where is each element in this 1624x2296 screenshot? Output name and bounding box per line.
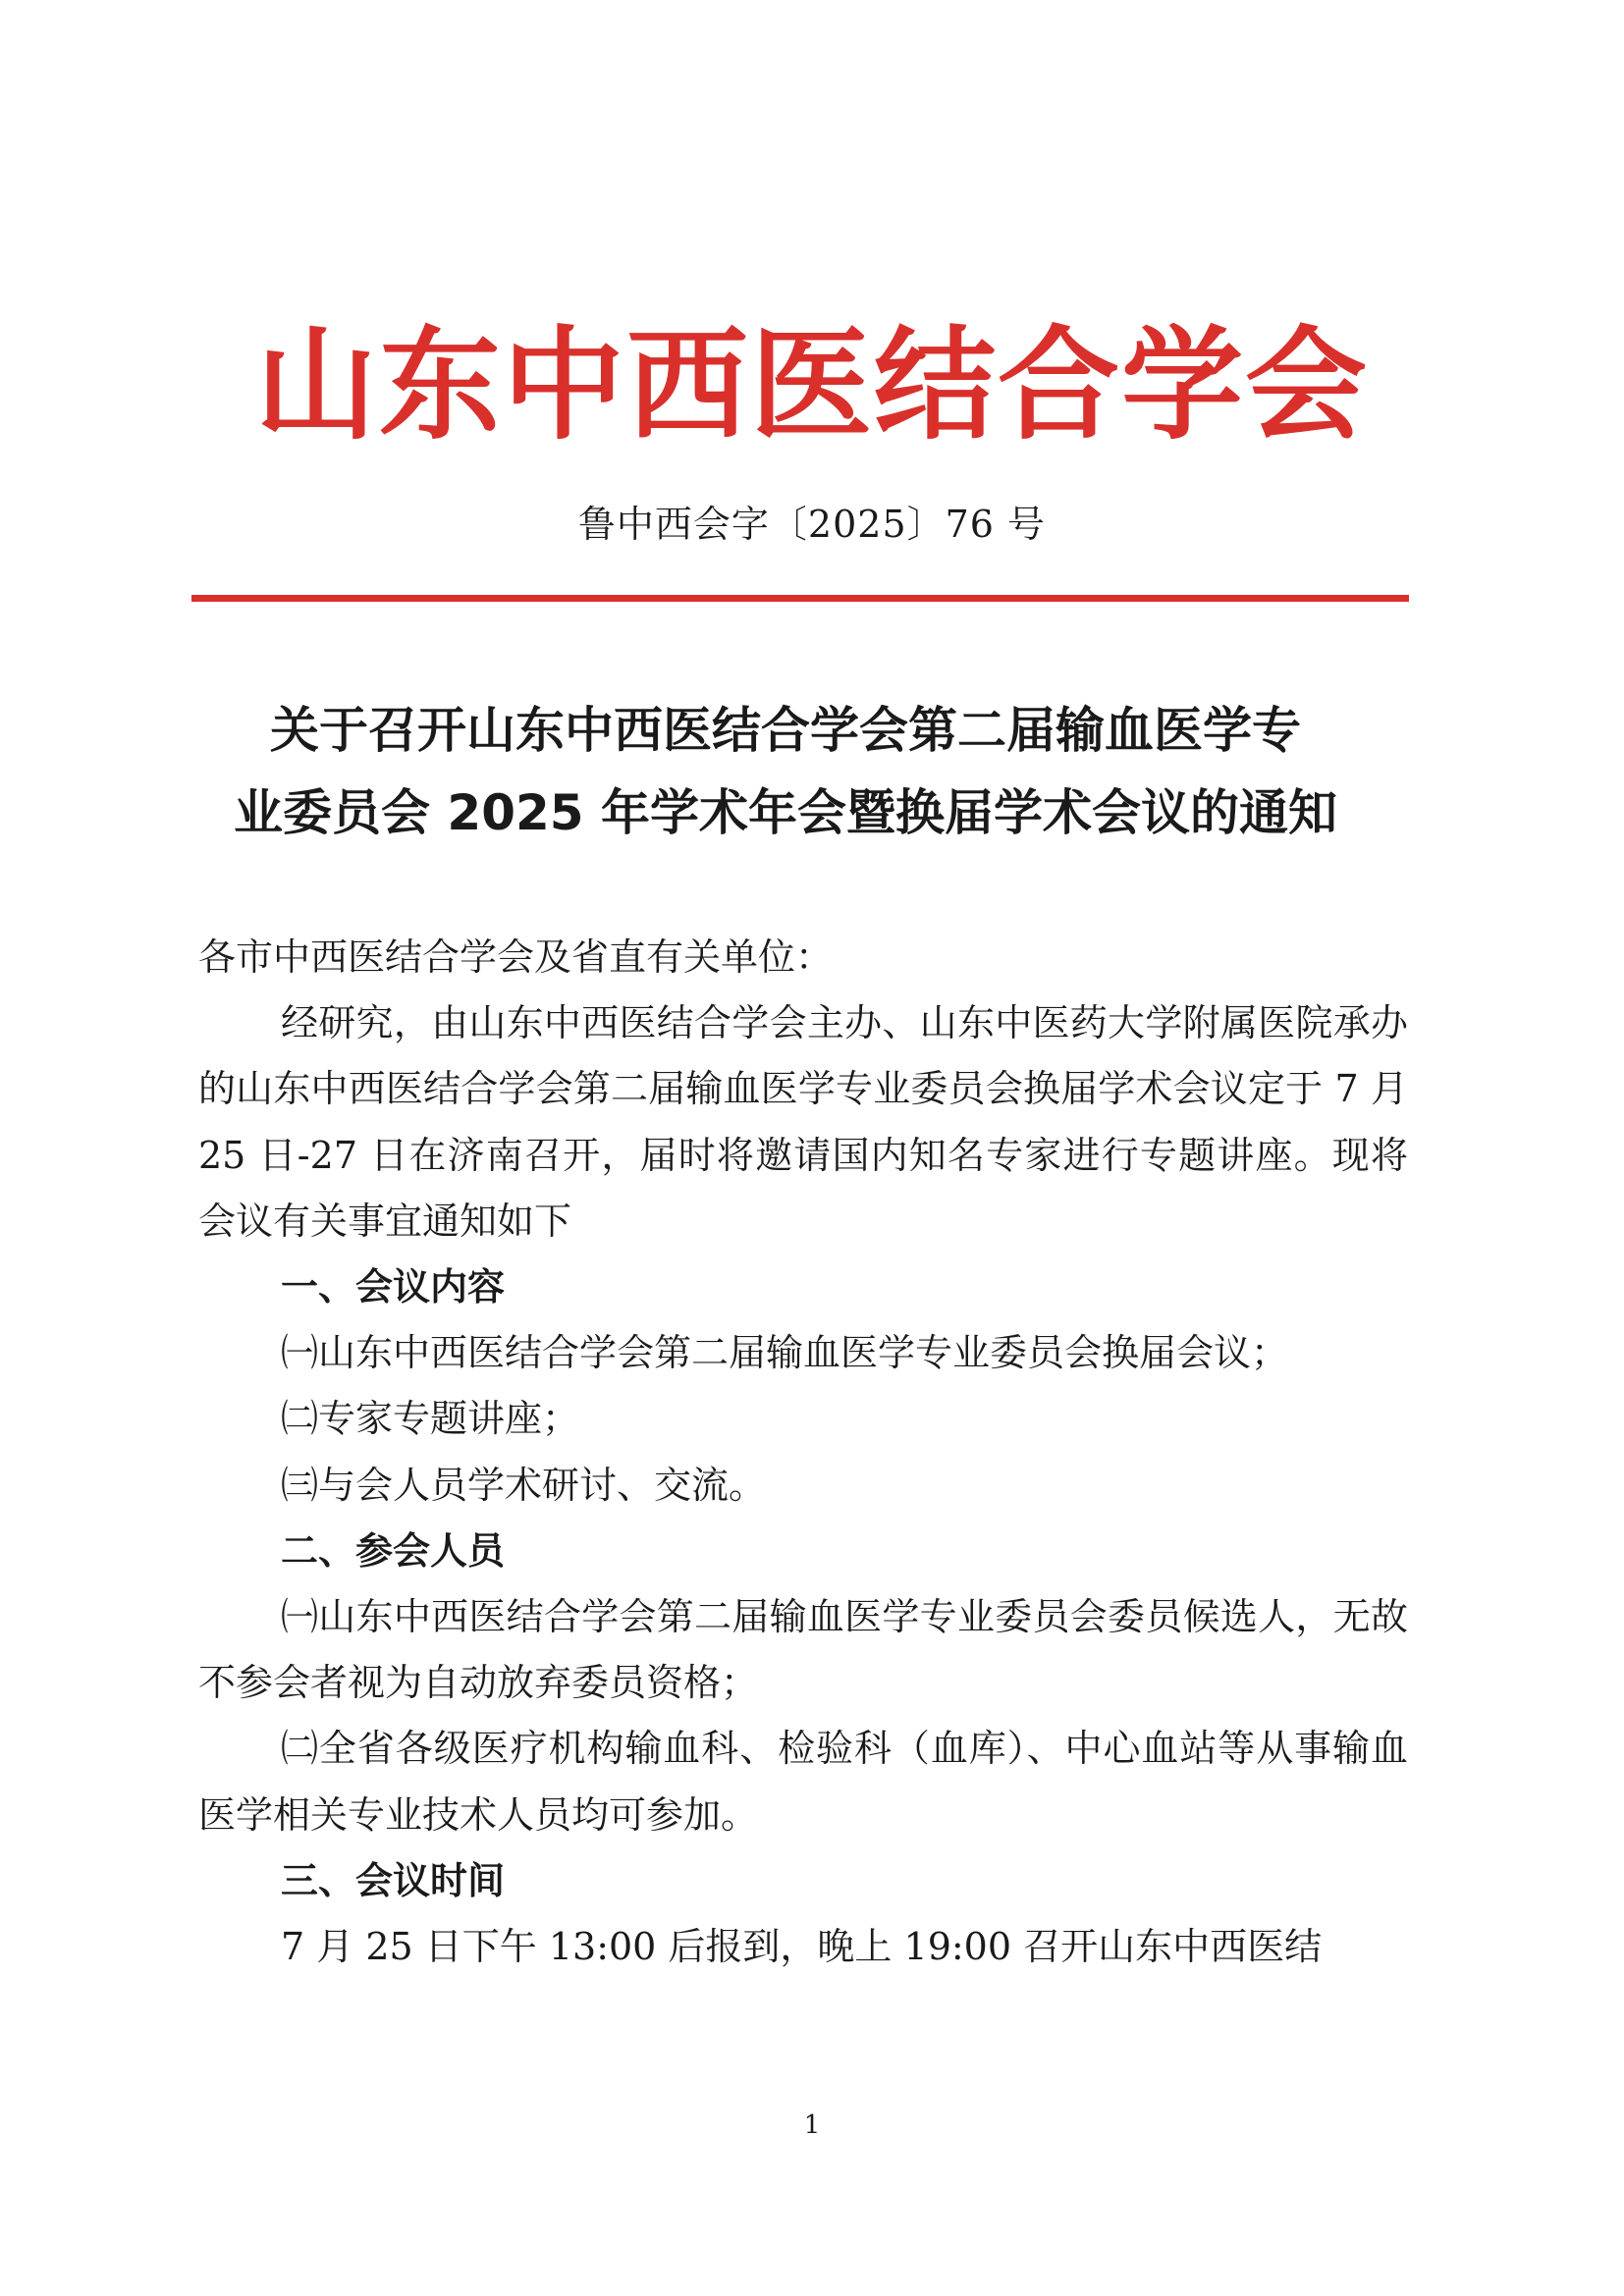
- content-item-3: ㈢与会人员学术研讨、交流。: [281, 1463, 767, 1507]
- section-heading-attendees: 二、参会人员: [281, 1528, 506, 1573]
- content-item-1: ㈠山东中西医结合学会第二届输血医学专业委员会换届会议；: [281, 1331, 1289, 1375]
- section-heading-content: 一、会议内容: [281, 1265, 506, 1309]
- intro-paragraph: 经研究，由山东中西医结合学会主办、山东中医药大学附属医院承办的山东中西医结合学会第二届输血医学专业委员会换届学术会议定于 7 月 25 日-27 日在济南召开，届时将邀请国内知名专家进行专题讲座。现将会议有关事宜通知如下: [198, 1001, 1408, 1243]
- salutation: 各市中西医结合学会及省直有关单位：: [198, 935, 834, 979]
- notice-title-line-2: 业委员会 2025 年学术年会暨换届学术会议的通知: [234, 784, 1337, 841]
- document-number: 鲁中西会字〔2025〕76 号: [577, 503, 1047, 546]
- notice-title-line-1: 关于召开山东中西医结合学会第二届输血医学专: [270, 702, 1301, 759]
- time-paragraph: 7 月 25 日下午 13:00 后报到，晚上 19:00 召开山东中西医结: [281, 1925, 1323, 1969]
- letterhead-divider: [191, 595, 1409, 602]
- notice-title: [147, 689, 1424, 854]
- page-number: 1: [803, 2110, 821, 2140]
- letterhead-org-name: 山东中西医结合学会: [254, 314, 1369, 456]
- notice-body: [198, 925, 1408, 1980]
- content-item-2: ㈡专家专题讲座；: [281, 1397, 580, 1441]
- section-heading-time: 三、会议时间: [281, 1858, 506, 1902]
- attendee-item-1: ㈠山东中西医结合学会第二届输血医学专业委员会委员候选人，无故不参会者视为自动放弃委员资格；: [198, 1595, 1408, 1705]
- attendee-item-2: ㈡全省各级医疗机构输血科、检验科（血库）、中心血站等从事输血医学相关专业技术人员均可参加。: [198, 1727, 1408, 1837]
